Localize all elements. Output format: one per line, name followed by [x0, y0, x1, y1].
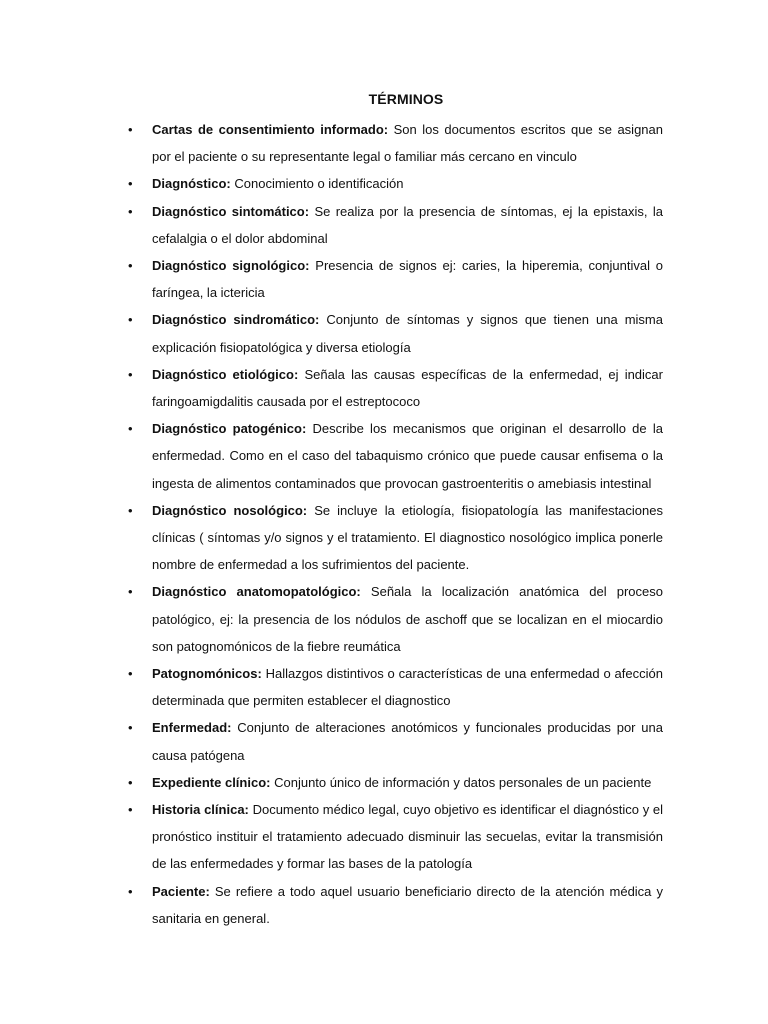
- term-definition: Se incluye la etiología, fisiopatología las manifestaciones clínicas ( síntomas y/o signos y el tratamiento. El diagnostico nosológico implica ponerle nombre de enfermedad a los sufrimientos del paciente.: [152, 502, 663, 573]
- bullet-icon: •: [128, 366, 133, 382]
- glossary-item: [128, 578, 663, 660]
- glossary-item: [128, 796, 663, 878]
- bullet-icon: •: [128, 421, 133, 437]
- term-definition: Describe los mecanismos que originan el desarrollo de la enfermedad. Como en el caso del tabaquismo crónico que puede causar enfisema o la ingesta de alimentos contaminados que provocan gastroenteritis o amebiasis intestinal: [152, 421, 663, 491]
- bullet-icon: •: [128, 883, 133, 899]
- term-definition: Son los documentos escritos que se asignan por el paciente o su representante legal o familiar más cercano en vinculo: [152, 122, 663, 165]
- document-title: TÉRMINOS: [368, 91, 444, 107]
- term-definition: Se refiere a todo aquel usuario beneficiario directo de la atención médica y sanitaria en general.: [152, 883, 663, 926]
- glossary-item: [128, 769, 663, 796]
- glossary-item: [128, 415, 663, 497]
- term-name: Paciente:: [152, 883, 210, 899]
- term-name: Diagnóstico sintomático:: [152, 203, 310, 219]
- term-name: Diagnóstico signológico:: [152, 258, 310, 274]
- glossary-item: [128, 361, 663, 415]
- term-name: Enfermedad:: [152, 720, 232, 736]
- bullet-icon: •: [128, 122, 133, 137]
- bullet-icon: •: [128, 774, 133, 790]
- term-name: Historia clínica:: [152, 802, 249, 818]
- term-name: Cartas de consentimiento informado:: [152, 122, 389, 137]
- glossary-item: [128, 306, 663, 360]
- term-name: Diagnóstico etiológico:: [152, 366, 299, 382]
- glossary-item: [128, 170, 663, 197]
- term-name: Diagnóstico patogénico:: [152, 421, 307, 437]
- bullet-icon: •: [128, 312, 133, 328]
- term-name: Diagnóstico sindromático:: [152, 312, 320, 328]
- term-name: Diagnóstico anatomopatológico:: [152, 584, 361, 600]
- term-definition: Documento médico legal, cuyo objetivo es identificar el diagnóstico y el pronóstico instituir el tratamiento adecuado disminuir las secuelas, evitar la transmisión de las enfermedades y formar las bases de la patología: [152, 802, 663, 872]
- glossary-item: [128, 497, 663, 579]
- glossary-item: [128, 878, 663, 932]
- term-definition: Conjunto de alteraciones anotómicos y funcionales producidas por una causa patógena: [152, 720, 663, 763]
- term-name: Patognomónicos:: [152, 666, 262, 682]
- glossary-item: [128, 714, 663, 768]
- term-definition: Presencia de signos ej: caries, la hiperemia, conjuntival o faríngea, la ictericia: [152, 258, 663, 301]
- bullet-icon: •: [128, 258, 133, 274]
- term-definition: Conjunto de síntomas y signos que tienen una misma explicación fisiopatológica y diversa etiología: [152, 312, 663, 355]
- terms-list: [128, 116, 663, 932]
- bullet-icon: •: [128, 203, 133, 219]
- term-definition: Señala la localización anatómica del proceso patológico, ej: la presencia de los nódulos de aschoff que se localizan en el miocardio son patognomónicos de la fiebre reumática: [152, 584, 664, 654]
- bullet-icon: •: [128, 802, 133, 818]
- glossary-item: [128, 116, 663, 170]
- bullet-icon: •: [128, 176, 133, 192]
- term-name: Diagnóstico nosológico:: [152, 502, 308, 518]
- glossary-item: [128, 252, 663, 306]
- term-name: Diagnóstico:: [152, 176, 231, 192]
- bullet-icon: •: [128, 502, 133, 518]
- bullet-icon: •: [128, 666, 133, 682]
- bullet-icon: •: [128, 584, 133, 600]
- term-definition: Se realiza por la presencia de síntomas, ej la epistaxis, la cefalalgia o el dolor abdominal: [152, 203, 663, 246]
- term-definition: Conjunto único de información y datos personales de un paciente: [274, 774, 652, 790]
- term-name: Expediente clínico:: [152, 774, 271, 790]
- glossary-item: [128, 660, 663, 714]
- term-definition: Hallazgos distintivos o características de una enfermedad o afección determinada que permiten establecer el diagnostico: [152, 666, 663, 709]
- term-definition: Señala las causas específicas de la enfermedad, ej indicar faringoamigdalitis causada por el estreptococo: [152, 366, 663, 410]
- bullet-icon: •: [128, 720, 133, 736]
- term-definition: Conocimiento o identificación: [234, 176, 404, 192]
- glossary-item: [128, 198, 663, 252]
